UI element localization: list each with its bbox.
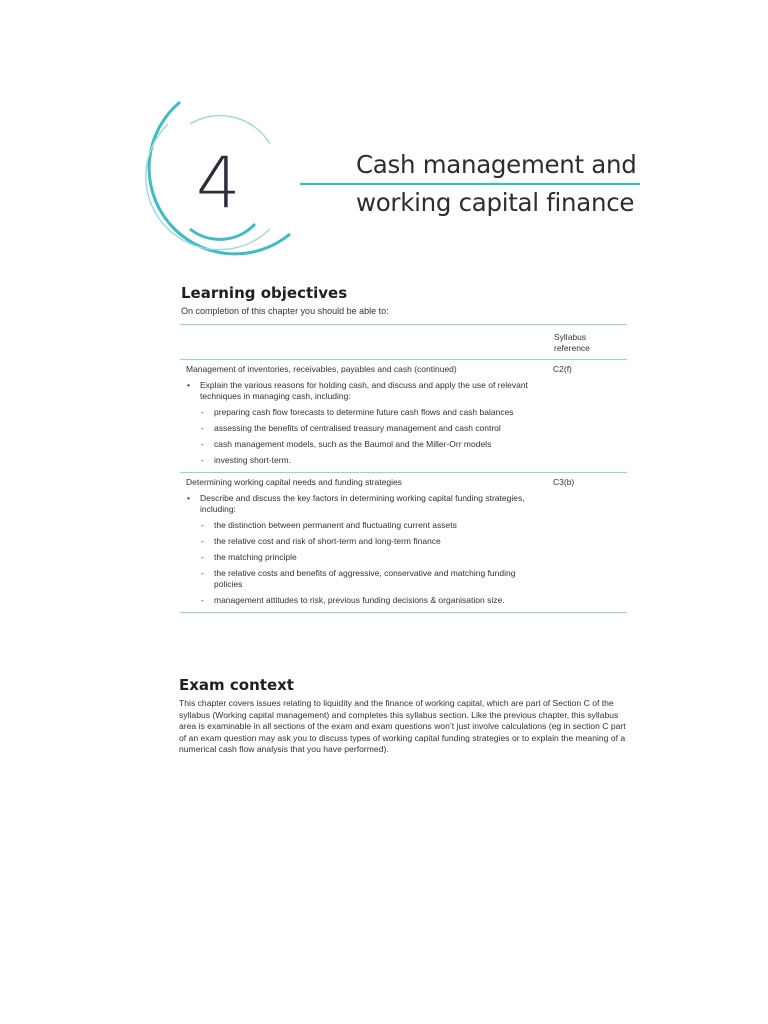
objective-title: Determining working capital needs and funding strategies <box>186 477 402 487</box>
objective-bullet: • Explain the various reasons for holding cash, and discuss and apply the use of relevant techniques in managing cash, including: <box>200 380 536 402</box>
objective-subitem: - assessing the benefits of centralised treasury management and cash control <box>214 423 536 434</box>
exam-context-text: This chapter covers issues relating to liquidity and the finance of working capital, which are part of Section C of the syllabus (Working capital management) and completes this syllabus section. Like the previous chapter, this syllabus area is examinable in all sections of the exam and exam questions won’t just involve calculations (eg in section C part of an exam question may ask you to discuss types of working capital funding strategies or to explain the meaning of a numerical cash flow analysis that you have performed). <box>179 698 626 755</box>
syllabus-ref: C3(b) <box>553 477 575 487</box>
chapter-title-line1: Cash management and <box>356 150 637 179</box>
chapter-title-line2: working capital finance <box>356 188 635 217</box>
ref-header-line2: reference <box>554 343 590 353</box>
inner-light-arc <box>190 116 270 144</box>
objectives-table-header <box>180 325 627 360</box>
learning-objectives-heading: Learning objectives <box>181 284 348 302</box>
syllabus-ref: C2(f) <box>553 364 572 374</box>
objective-row <box>180 360 627 473</box>
objective-subitem: - the matching principle <box>214 552 536 563</box>
exam-context-heading: Exam context <box>179 676 294 694</box>
objective-subitem: - preparing cash flow forecasts to determine future cash flows and cash balances <box>214 407 536 418</box>
chapter-title <box>356 146 637 222</box>
learning-objectives-intro: On completion of this chapter you should be able to: <box>181 306 389 316</box>
objective-bullet: • Describe and discuss the key factors in determining working capital funding strategies, including: <box>200 493 536 515</box>
objective-subitem: - cash management models, such as the Baumol and the Miller-Orr models <box>214 439 536 450</box>
chapter-number: 4 <box>196 142 241 224</box>
objective-title: Management of inventories, receivables, payables and cash (continued) <box>186 364 457 374</box>
objective-row <box>180 473 627 612</box>
inner-arc <box>190 224 255 239</box>
objective-subitem: - the relative cost and risk of short-term and long-term finance <box>214 536 536 547</box>
objective-subitem: - the distinction between permanent and fluctuating current assets <box>214 520 536 531</box>
objective-subitem: - the relative costs and benefits of aggressive, conservative and matching funding policies <box>214 568 536 590</box>
objectives-table <box>180 324 627 613</box>
objective-subitem: - investing short-term. <box>214 455 536 466</box>
ref-header-line1: Syllabus <box>554 332 587 342</box>
objective-subitem: - management attitudes to risk, previous funding decisions & organisation size. <box>214 595 536 606</box>
syllabus-reference-header <box>554 332 624 354</box>
